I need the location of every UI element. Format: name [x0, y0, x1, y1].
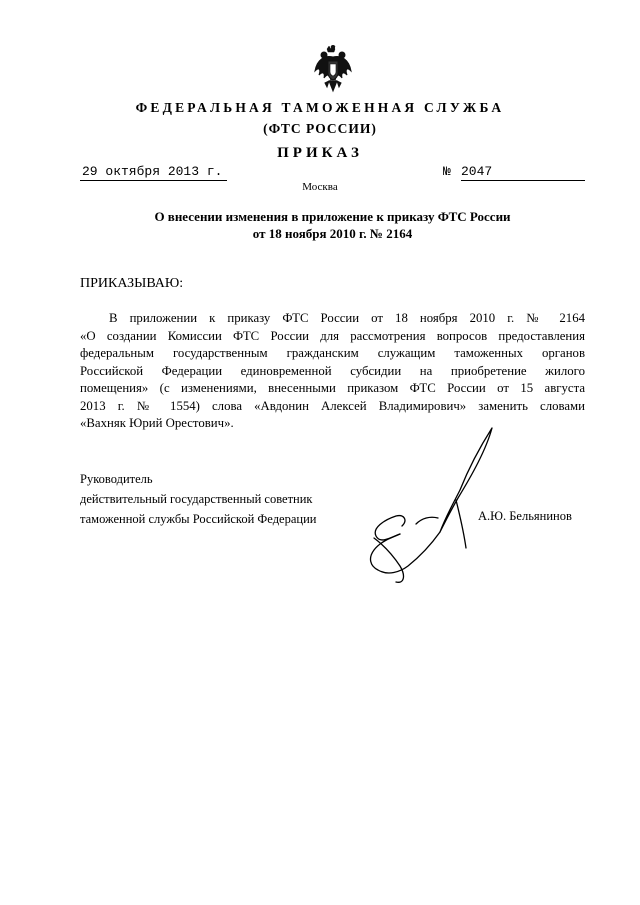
- order-directive: ПРИКАЗЫВАЮ:: [80, 276, 184, 291]
- signer-title-line-1: Руководитель: [80, 472, 153, 486]
- body-line: «Вахняк Юрий Орестович».: [80, 416, 234, 430]
- order-number: 2047: [461, 164, 585, 181]
- number-sign: №: [443, 164, 451, 179]
- order-subject: [80, 208, 585, 242]
- body-line: Российской Федерации единовременной субсидии на приобретение жилого: [80, 363, 585, 378]
- agency-short-name: (ФТС РОССИИ): [263, 121, 377, 136]
- signer-name: А.Ю. Бельянинов: [478, 509, 572, 523]
- body-line: 2013 г. № 1554) слова «Авдонин Алексей Владимирович» заменить словами: [80, 398, 585, 413]
- order-body: [80, 310, 585, 433]
- subject-line-2: от 18 ноября 2010 г. № 2164: [252, 226, 413, 241]
- handwritten-signature: [360, 420, 500, 590]
- document-type: ПРИКАЗ: [277, 145, 363, 161]
- signer-title: [80, 469, 316, 529]
- city: Москва: [302, 181, 338, 193]
- subject-line-1: О внесении изменения в приложение к приказу ФТС России: [154, 209, 511, 224]
- signer-title-line-2: действительный государственный советник: [80, 492, 313, 506]
- body-line: федеральным государственным гражданским служащим таможенных органов: [80, 346, 585, 360]
- agency-name: ФЕДЕРАЛЬНАЯ ТАМОЖЕННАЯ СЛУЖБА: [135, 100, 505, 115]
- body-line: В приложении к приказу ФТС России от 18 ноября 2010 г. № 2164: [109, 311, 585, 325]
- order-date: 29 октября 2013 г.: [80, 164, 227, 181]
- order-number-block: [443, 164, 585, 181]
- coat-of-arms-icon: [313, 45, 353, 93]
- signer-title-line-3: таможенной службы Российской Федерации: [80, 512, 317, 526]
- body-line: помещения» (с изменениями, внесенными приказом ФТС России от 15 августа: [80, 381, 585, 395]
- body-line: «О создании Комиссии ФТС России для рассмотрения вопросов предоставления: [80, 328, 585, 343]
